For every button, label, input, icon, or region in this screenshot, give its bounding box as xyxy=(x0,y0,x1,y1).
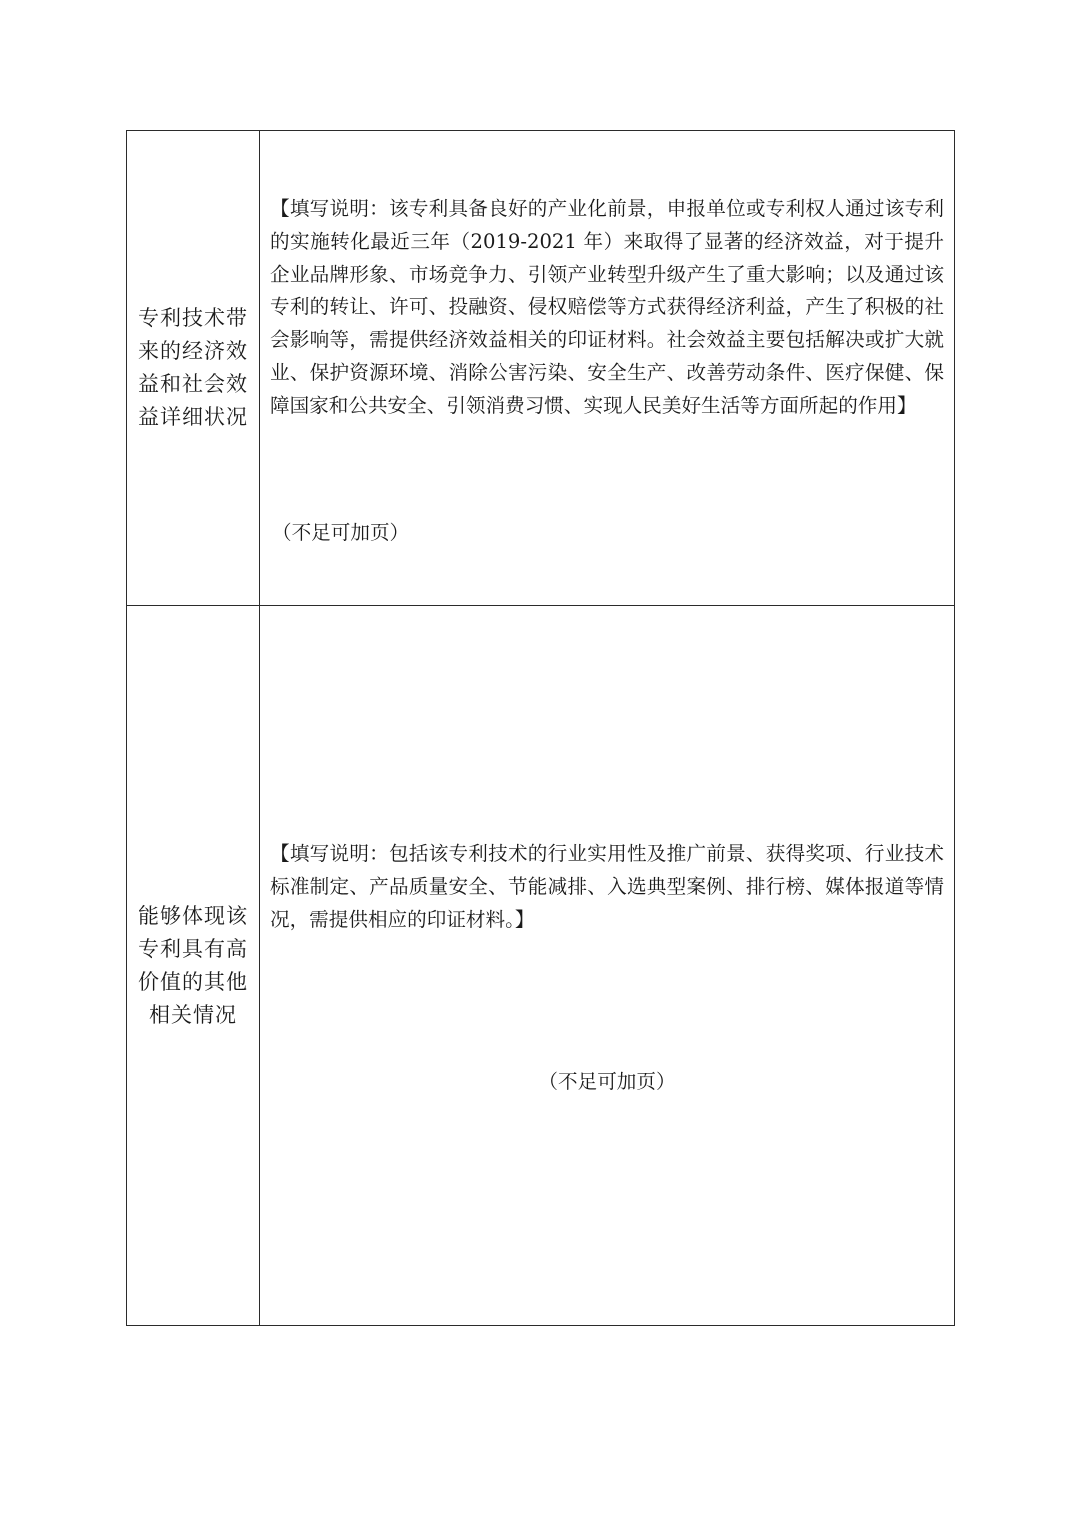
fill-instruction: 【填写说明：包括该专利技术的行业实用性及推广前景、获得奖项、行业技术标准制定、产品质量安全、节能减排、入选典型案例、排行榜、媒体报道等情况，需提供相应的印证材料。】 xyxy=(270,842,944,931)
row-label-cell xyxy=(127,131,260,606)
table-row-other-high-value xyxy=(127,606,955,1326)
row-label-cell xyxy=(127,606,260,1326)
add-page-note: （不足可加页） xyxy=(272,521,410,544)
patent-form-table xyxy=(126,130,955,1326)
row-label: 专利技术带来的经济效益和社会效益详细状况 xyxy=(138,306,248,429)
fill-instruction: 【填写说明：该专利具备良好的产业化前景，申报单位或专利权人通过该专利的实施转化最近三年（2019-2021 年）来取得了显著的经济效益，对于提升企业品牌形象、市场竞争力、引领产业转型升级产生了重大影响；以及通过该专利的转让、许可、投融资、侵权赔偿等方式获得经济利益，产生了积极的社会影响等，需提供经济效益相关的印证材料。社会效益主要包括解决或扩大就业、保护资源环境、消除公害污染、安全生产、改善劳动条件、医疗保健、保障国家和公共安全、引领消费习惯、实现人民美好生活等方面所起的作用】 xyxy=(270,197,944,417)
table-row-economic-social-benefits xyxy=(127,131,955,606)
row-label: 能够体现该专利具有高价值的其他相关情况 xyxy=(138,903,248,1027)
row-content-cell[interactable] xyxy=(260,131,955,606)
row-content-cell[interactable] xyxy=(260,606,955,1326)
add-page-note: （不足可加页） xyxy=(538,1070,676,1093)
